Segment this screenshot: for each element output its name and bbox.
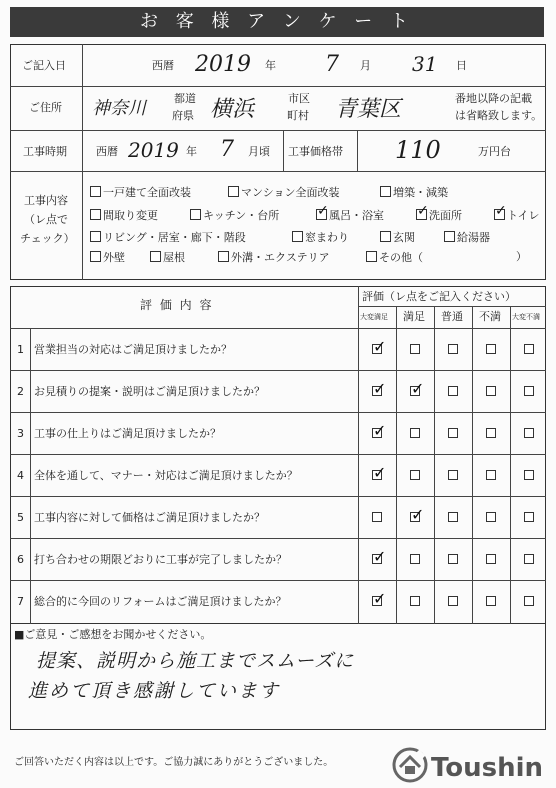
address-note-1: 番地以降の記載	[455, 92, 532, 105]
city-unit-bottom: 町村	[287, 109, 309, 122]
survey-title: お 客 様 ア ン ケ ー ト	[10, 7, 544, 37]
comment-line-2[interactable]: 進めて頂き感謝しています	[28, 680, 281, 702]
work-type-label: 洗面所	[429, 209, 462, 222]
work-type-label: 外壁	[103, 251, 125, 264]
date-day-value[interactable]: 31	[412, 52, 438, 76]
work-type-option[interactable]	[90, 229, 246, 245]
work-type-label: マンション全面改装	[241, 186, 340, 199]
work-type-option[interactable]	[416, 207, 462, 223]
question-text: 工事内容に対して価格はご満足頂けましたか？	[34, 511, 265, 524]
price-value[interactable]: 110	[395, 136, 441, 164]
work-type-option[interactable]	[366, 249, 423, 265]
rating-checkbox[interactable]	[410, 554, 420, 564]
period-year-value[interactable]: 2019	[128, 138, 179, 162]
rating-checkbox[interactable]	[372, 554, 382, 564]
rating-checkbox[interactable]	[372, 386, 382, 396]
work-type-option[interactable]	[494, 207, 539, 223]
period-label: 工事時期	[23, 145, 67, 158]
question-text: 打ち合わせの期限どおりに工事が完了しましたか？	[34, 553, 287, 566]
question-text: お見積りの提案・説明はご満足頂けましたか？	[34, 385, 265, 398]
comments-label: ■ご意見・ご感想をお聞かせください。	[14, 628, 212, 641]
month-unit: 月	[360, 59, 371, 72]
rating-checkbox[interactable]	[410, 512, 420, 522]
work-type-option[interactable]	[90, 184, 191, 200]
rating-checkbox[interactable]	[486, 386, 496, 396]
question-number: 1	[17, 343, 24, 356]
company-logo-text: Toushin	[431, 753, 544, 783]
rating-column-header: 大変不満	[512, 313, 540, 321]
work-type-option[interactable]	[444, 229, 490, 245]
rating-checkbox[interactable]	[448, 512, 458, 522]
question-number: 3	[17, 427, 24, 440]
work-type-checkbox[interactable]	[380, 231, 391, 242]
rating-checkbox[interactable]	[372, 428, 382, 438]
date-year-value[interactable]: 2019	[195, 52, 251, 77]
work-type-checkbox[interactable]	[380, 186, 391, 197]
city-value[interactable]: 横浜	[210, 97, 255, 122]
work-type-checkbox[interactable]	[190, 209, 201, 220]
work-type-checkbox[interactable]	[416, 209, 427, 220]
question-text: 工事の仕上りはご満足頂けましたか？	[34, 427, 221, 440]
ward-value[interactable]: 青葉区	[335, 97, 402, 122]
work-type-checkbox[interactable]	[444, 231, 455, 242]
rating-checkbox[interactable]	[372, 344, 382, 354]
rating-checkbox[interactable]	[486, 428, 496, 438]
rating-checkbox[interactable]	[524, 554, 534, 564]
question-number: 7	[17, 595, 24, 608]
work-type-option[interactable]	[90, 249, 125, 265]
work-type-checkbox[interactable]	[316, 209, 327, 220]
work-type-option[interactable]	[228, 184, 340, 200]
rating-checkbox[interactable]	[410, 470, 420, 480]
rating-column-header: 大変満足	[360, 313, 388, 321]
work-type-option[interactable]	[380, 184, 448, 200]
prefecture-value[interactable]: 神奈川	[92, 98, 146, 119]
rating-checkbox[interactable]	[524, 386, 534, 396]
city-unit-top: 市区	[288, 92, 310, 105]
work-type-checkbox[interactable]	[494, 209, 505, 220]
rating-checkbox[interactable]	[410, 344, 420, 354]
work-type-label: 増築・減築	[393, 186, 448, 199]
rating-checkbox[interactable]	[448, 470, 458, 480]
question-text: 営業担当の対応はご満足頂けましたか？	[34, 343, 232, 356]
rating-checkbox[interactable]	[448, 596, 458, 606]
day-unit: 日	[456, 59, 467, 72]
work-type-checkbox[interactable]	[366, 251, 377, 262]
eval-header: 評 価 内 容	[140, 298, 214, 312]
rating-header: 評価（レ点をご記入ください）	[362, 290, 516, 303]
work-type-label: トイレ	[507, 209, 540, 222]
rating-checkbox[interactable]	[372, 512, 382, 522]
rating-checkbox[interactable]	[486, 470, 496, 480]
work-type-label: その他（	[379, 251, 423, 264]
work-type-checkbox[interactable]	[90, 186, 101, 197]
pref-unit-top: 都道	[174, 92, 196, 105]
address-note-2: は省略致します。	[455, 109, 543, 122]
work-type-checkbox[interactable]	[90, 251, 101, 262]
comment-line-1[interactable]: 提案、説明から施工までスムーズに	[36, 650, 355, 672]
content-label-2: （レ点で	[24, 213, 68, 226]
question-number: 6	[17, 553, 24, 566]
work-type-label: キッチン・台所	[203, 209, 280, 222]
rating-checkbox[interactable]	[410, 428, 420, 438]
question-number: 4	[17, 469, 24, 482]
question-number: 2	[17, 385, 24, 398]
period-month-value[interactable]: 7	[220, 137, 234, 162]
price-unit: 万円台	[478, 145, 511, 158]
price-label: 工事価格帯	[288, 145, 343, 158]
work-type-label: 間取り変更	[103, 209, 158, 222]
rating-checkbox[interactable]	[372, 596, 382, 606]
evaluation-table	[10, 286, 546, 624]
work-type-checkbox[interactable]	[150, 251, 161, 262]
work-type-checkbox[interactable]	[90, 209, 101, 220]
question-number: 5	[17, 511, 24, 524]
house-logo-icon	[392, 747, 428, 783]
rating-checkbox[interactable]	[372, 470, 382, 480]
rating-checkbox[interactable]	[448, 344, 458, 354]
work-type-label: 屋根	[163, 251, 185, 264]
rating-checkbox[interactable]	[524, 596, 534, 606]
work-type-option[interactable]	[218, 249, 330, 265]
date-month-value[interactable]: 7	[325, 52, 339, 77]
work-type-label: リビング・居室・廊下・階段	[103, 231, 246, 244]
work-type-label: 給湯器	[457, 231, 490, 244]
work-type-label: 風呂・浴室	[329, 209, 384, 222]
question-text: 全体を通して、マナー・対応はご満足頂けましたか？	[34, 469, 298, 482]
work-type-checkbox[interactable]	[228, 186, 239, 197]
address-label: ご住所	[29, 101, 62, 114]
work-type-label: 玄関	[393, 231, 415, 244]
period-month-unit: 月頃	[248, 145, 270, 158]
rating-column-header: 不満	[479, 310, 501, 323]
rating-checkbox[interactable]	[486, 512, 496, 522]
question-text: 総合的に今回のリフォームはご満足頂けましたか？	[34, 595, 287, 608]
rating-checkbox[interactable]	[486, 344, 496, 354]
work-type-label: 外溝・エクステリア	[231, 251, 330, 264]
rating-checkbox[interactable]	[448, 428, 458, 438]
pref-unit-bottom: 府県	[172, 109, 194, 122]
rating-checkbox[interactable]	[524, 344, 534, 354]
rating-checkbox[interactable]	[448, 386, 458, 396]
work-type-option[interactable]	[316, 207, 384, 223]
footer-text: ご回答いただく内容は以上です。ご協力誠にありがとうございました。	[14, 757, 334, 768]
rating-column-header: 普通	[441, 310, 463, 323]
other-close: ）	[516, 250, 527, 263]
content-label-1: 工事内容	[24, 194, 68, 207]
rating-column-header: 満足	[403, 310, 425, 323]
rating-checkbox[interactable]	[524, 512, 534, 522]
work-type-option[interactable]	[90, 207, 158, 223]
rating-checkbox[interactable]	[524, 470, 534, 480]
date-label: ご記入日	[22, 59, 66, 72]
work-type-checkbox[interactable]	[292, 231, 303, 242]
rating-checkbox[interactable]	[410, 386, 420, 396]
rating-checkbox[interactable]	[486, 596, 496, 606]
work-type-option[interactable]	[190, 207, 279, 223]
rating-checkbox[interactable]	[524, 428, 534, 438]
period-year-unit: 年	[186, 145, 197, 158]
date-era: 西暦	[152, 59, 174, 72]
rating-checkbox[interactable]	[448, 554, 458, 564]
work-type-checkbox[interactable]	[218, 251, 229, 262]
content-label-3: チェック）	[20, 232, 75, 245]
work-type-option[interactable]	[292, 229, 349, 245]
period-era: 西暦	[96, 145, 118, 158]
work-type-option[interactable]	[380, 229, 415, 245]
year-unit: 年	[265, 59, 276, 72]
work-type-label: 窓まわり	[305, 231, 349, 244]
rating-checkbox[interactable]	[486, 554, 496, 564]
work-type-checkbox[interactable]	[90, 231, 101, 242]
rating-checkbox[interactable]	[410, 596, 420, 606]
work-type-label: 一戸建て全面改装	[103, 186, 191, 199]
work-type-option[interactable]	[150, 249, 185, 265]
